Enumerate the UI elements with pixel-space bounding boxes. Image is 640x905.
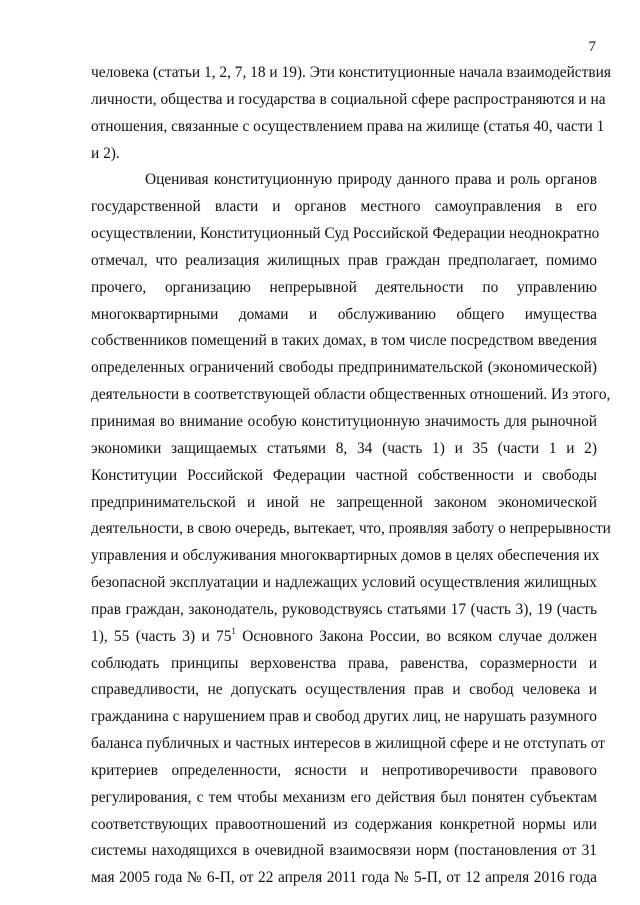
text-line: многоквартирными домами и обслуживанию общего имущества (91, 305, 597, 323)
text-line: критериев определенности, ясности и непротиворечивости правового (91, 761, 597, 779)
text-line: экономики защищаемых статьями 8, 34 (часть 1) и 35 (части 1 и 2) (91, 439, 597, 457)
text-line: деятельности в соответствующей области общественных отношений. Из этого, (91, 386, 611, 404)
text-line: системы находящихся в очевидной взаимосвязи норм (постановления от 31 (91, 842, 597, 860)
text-line: отмечал, что реализация жилищных прав граждан предполагает, помимо (91, 251, 597, 269)
text-line: баланса публичных и частных интересов в жилищной сфере и не отступать от (91, 735, 606, 753)
text-line: прав граждан, законодатель, руководствуясь статьями 17 (часть 3), 19 (часть (91, 600, 597, 618)
superscript: 1 (231, 625, 236, 636)
text-line: деятельности, в свою очередь, вытекает, что, проявляя заботу о непрерывности (91, 520, 611, 538)
text-fragment: Основного Закона России, во всяком случае должен (242, 627, 597, 645)
text-line: личности, общества и государства в социальной сфере распространяются и на (91, 90, 606, 108)
text-line: регулирования, с тем чтобы механизм его действия был понятен субъектам (91, 788, 597, 806)
paragraph-first-line: Оценивая конституционную природу данного права и роль органов (145, 171, 597, 189)
text-line: гражданина с нарушением прав и свобод других лиц, не нарушать разумного (91, 708, 597, 726)
text-line: государственной власти и органов местного самоуправления в его (91, 198, 597, 216)
text-line: собственников помещений в таких домах, в том числе посредством введения (91, 332, 597, 350)
text-line: соответствующих правоотношений из содержания конкретной нормы или (91, 815, 597, 833)
text-line: управления и обслуживания многоквартирных домов в целях обеспечения их (91, 547, 600, 565)
text-line: прочего, организацию непрерывной деятельности по управлению (91, 278, 597, 296)
text-line-with-superscript (91, 624, 597, 651)
text-line: определенных ограничений свободы предпринимательской (экономической) (91, 359, 597, 377)
text-line: и 2). (91, 144, 120, 162)
text-line: безопасной эксплуатации и надлежащих условий осуществления жилищных (91, 574, 597, 592)
text-line: осуществлении, Конституционный Суд Российской Федерации неоднократно (91, 225, 600, 243)
text-line: Конституции Российской Федерации частной собственности и свободы (91, 466, 597, 484)
text-line: мая 2005 года № 6-П, от 22 апреля 2011 года № 5-П, от 12 апреля 2016 года (91, 869, 597, 887)
text-fragment: 1), 55 (часть 3) и 75 (91, 627, 232, 645)
text-line: предпринимательской и иной не запрещенной законом экономической (91, 493, 597, 511)
text-line: соблюдать принципы верховенства права, равенства, соразмерности и (91, 654, 597, 672)
text-line: отношения, связанные с осуществлением права на жилище (статья 40, части 1 (91, 117, 605, 135)
page-number: 7 (588, 39, 596, 55)
text-line: справедливости, не допускать осуществления прав и свобод человека и (91, 681, 597, 699)
body-text (91, 60, 611, 892)
text-line: принимая во внимание особую конституционную значимость для рыночной (91, 412, 597, 430)
text-line: человека (статьи 1, 2, 7, 18 и 19). Эти конституционные начала взаимодействия (91, 64, 611, 81)
